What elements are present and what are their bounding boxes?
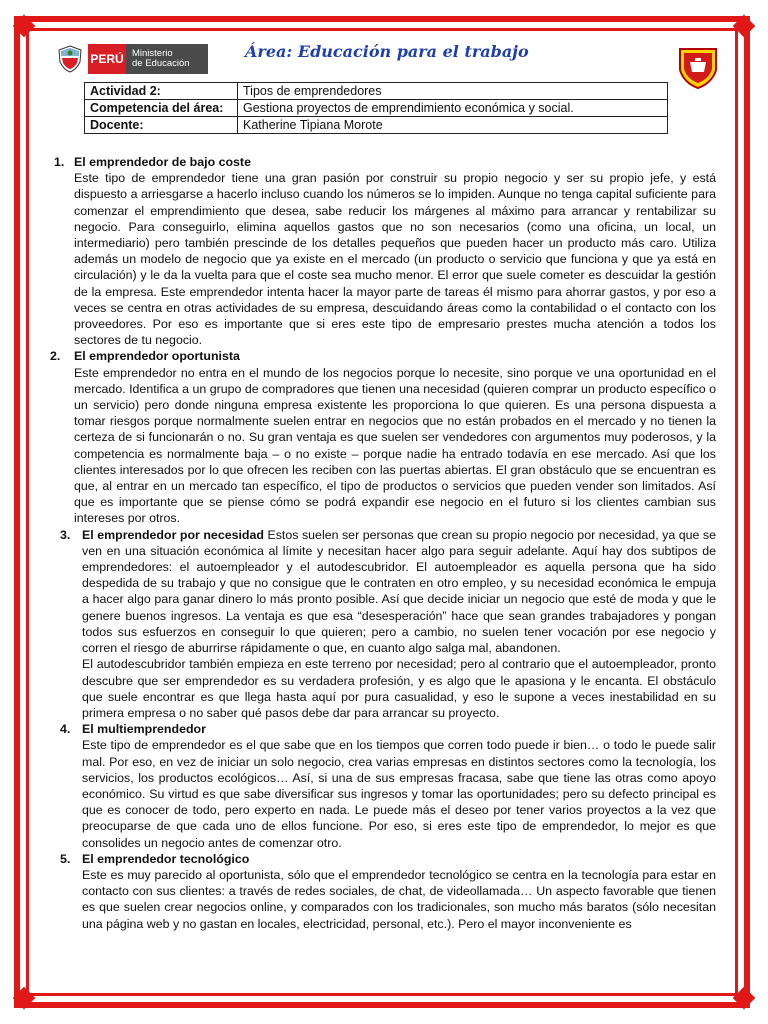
section-number: 3. <box>60 527 71 542</box>
section-paragraph: Este tipo de emprendedor tiene una gran pasión por construir su propio negocio y ser su propio jefe, y está dispuesto a arriesgarse a hacerlo incluso cuando los números se lo impiden. Aunque no tenga capital suficiente para comenzar el emprendimiento que desea, sabe reducir los márgenes al máximo para arrancar y rentabilizar su negocio. Para conseguirlo, elimina aquellos gastos que no son necesarios (como una oficina, un local, un intermediario) pero también prescinde de los detalles pequeños que pueden hacer un producto más caro. Utiliza además un modelo de negocio que ya existe en el mercado (un producto o servicio que funciona y que ya está en circulación) y le da la vuelta para que el coste sea mucho menor. El error que suele cometer es descuidar la gestión de la empresa. Este emprendedor intenta hacer la mayor parte de tareas él mismo para ahorrar gastos, y por eso a veces se centra en otras actividades de su empresa, descuidando áreas como la contabilidad o el contacto con los proveedores. Por eso es importante que si eres este tipo de empresario prestes mucha atención a todos los sectores de tu negocio. <box>74 171 716 348</box>
section-4 <box>48 721 716 851</box>
page-title: Área: Educación para el trabajo <box>245 42 529 61</box>
teacher-value: Katherine Tipiana Morote <box>238 117 668 134</box>
section-paragraph: Este tipo de emprendedor es el que sabe que en los tiempos que corren todo puede ir bien… o todo le puede salir mal. Por eso, en vez de iniciar un solo negocio, crea varias empresas en distintos sectores como la tecnología, los servicios, los productos ecológicos… Así, si una de sus empresas fracasa, sabe que tiene las otras como apoyo económico. Su virtud es que sabe diversificar sus ingresos y tomar las oportunidades; pero su defecto principal es que es conocer de todo, pero experto en nada. Le puede más el deseo por tener varios proyectos a la vez que preocuparse de que cada uno de ellos funcione. Por eso, si eres este tipo de emprendedor, lo mejor es que consolides un negocio antes de comenzar otro. <box>82 738 716 850</box>
activity-info-table <box>84 82 668 134</box>
logo-ministry: Ministerio de Educación <box>126 44 208 74</box>
activity-label: Actividad 2: <box>85 83 238 100</box>
section-inline-text: Estos suelen ser personas que crean su propio negocio por necesidad, ya que se ven en una situación económica al límite y necesitan hacer algo para seguir adelante. Aquí hay dos subtipos de emprendedores: el autoempleador y el autodescubridor. El autoempleador es aquella persona que ha sido despedida de su trabajo y que no consigue que le contraten en otro empleo, y su necesidad económica le empuja a hacer algo para ganar dinero lo más pronto posible. Así que decide iniciar un negocio que esté de moda y que le genere buenos ingresos. La ventaja es que esa “desesperación” hace que sean grandes trabajadores y pongan todos sus esfuerzos en conseguir lo que quieren; pero a cambio, no suelen tener vocación por ese negocio y corren el riesgo de aburrirse rápidamente o que, en cuanto algo salga mal, abandonen. <box>82 527 717 656</box>
section-number: 4. <box>60 722 71 737</box>
section-paragraph: Este emprendedor no entra en el mundo de los negocios porque lo necesite, sino porque ve una oportunidad en el mercado. Identifica a un grupo de compradores que tienen una necesidad (quieren comprar un producto específico o un servicio) pero donde ninguna empresa existente les proporciona lo que quieren. Es una persona dispuesta a tomar riesgos porque normalmente suelen entrar en negocios que no están probados en el mercado y no tienen la certeza de si funcionarán o no. Su gran ventaja es que suelen ser vendedores con argumentos muy poderosos, y la competencia es normalmente baja – o no existe – porque nadie ha entrado todavía en ese mercado. Así que los clientes interesados por lo que ofrecen les reciben con las puertas abiertas. El gran obstáculo que se encuentran es que, al entrar en un mercado tan específico, el tipo de productos o servicios que pueden vender son limitados. Así que es importante que se piense cómo se podrá expandir ese negocio en el futuro si los clientes cambian sus intereses por otros. <box>74 365 716 526</box>
logo-country: PERÚ <box>88 44 126 74</box>
document-body <box>48 154 716 932</box>
section-5 <box>48 851 716 932</box>
section-heading: El multiemprendedor <box>82 722 206 737</box>
section-heading: El emprendedor oportunista <box>74 349 240 364</box>
ministry-logo <box>56 43 208 75</box>
table-row <box>85 83 668 100</box>
section-3 <box>48 527 716 721</box>
section-number: 2. <box>50 349 61 364</box>
school-crest-icon <box>676 46 720 90</box>
section-heading: El emprendedor de bajo coste <box>74 155 251 169</box>
section-heading: El emprendedor por necesidad <box>82 527 264 542</box>
section-paragraph: Este es muy parecido al oportunista, sólo que el emprendedor tecnológico se centra en la tecnología para estar en contacto con sus clientes: a través de redes sociales, de chat, de videollamada… Un aspecto favorable que tienen es que suelen crear negocios online, y comparados con los tradicionales, son mucho más baratos (sólo necesitan una página web y no gastan en locales, electricidad, personal, etc.). Pero el mayor inconveniente es <box>82 867 716 931</box>
competency-label: Competencia del área: <box>85 100 238 117</box>
competency-value: Gestiona proyectos de emprendimiento económica y social. <box>238 100 668 117</box>
table-row <box>85 117 668 134</box>
section-number: 5. <box>60 851 71 866</box>
section-paragraph: El autodescubridor también empieza en este terreno por necesidad; pero al contrario que el autoempleador, pronto descubre que ser emprendedor es su verdadera profesión, y es algo que le apasiona y le encanta. El obstáculo que suele encontrar es que llega hasta aquí por pura casualidad, y eso le supone a veces inestabilidad en su primera empresa o no saber qué pasos debe dar para arrancar su proyecto. <box>82 657 716 720</box>
section-1 <box>48 154 716 348</box>
section-2 <box>48 348 716 526</box>
table-row <box>85 100 668 117</box>
activity-value: Tipos de emprendedores <box>238 83 668 100</box>
teacher-label: Docente: <box>85 117 238 134</box>
section-paragraph <box>82 527 716 657</box>
section-heading: El emprendedor tecnológico <box>82 851 250 866</box>
national-shield-icon <box>56 44 84 74</box>
section-number: 1. <box>54 155 65 169</box>
